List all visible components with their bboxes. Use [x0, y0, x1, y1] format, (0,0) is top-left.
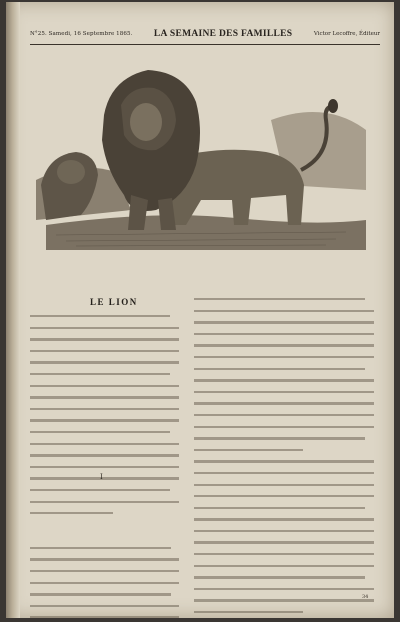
header-rule	[30, 44, 380, 45]
text-line	[30, 327, 180, 336]
left-column-text	[30, 312, 180, 618]
text-line	[30, 396, 180, 405]
text-line	[194, 588, 376, 597]
magazine-page	[6, 2, 394, 618]
text-line	[30, 338, 180, 347]
text-line	[30, 385, 180, 394]
text-line	[30, 454, 180, 463]
text-line	[30, 466, 180, 475]
text-line	[194, 321, 376, 330]
text-line	[194, 541, 376, 550]
text-line	[30, 570, 180, 579]
text-line	[194, 344, 376, 353]
text-line	[194, 553, 376, 562]
header-title: LA SEMAINE DES FAMILLES	[153, 29, 293, 39]
text-line	[194, 460, 376, 469]
text-line	[30, 616, 180, 618]
text-line	[194, 402, 376, 411]
header-issue-info: N°25. Samedi, 16 Septembre 1865.	[30, 31, 133, 37]
text-line	[194, 472, 376, 481]
lion-illustration	[36, 60, 366, 250]
text-line	[30, 512, 180, 521]
text-line	[30, 593, 180, 602]
text-line	[30, 408, 180, 417]
text-line	[194, 379, 376, 388]
text-line	[30, 547, 180, 556]
text-line	[194, 333, 376, 342]
text-line	[194, 611, 376, 618]
text-line	[30, 558, 180, 567]
text-line	[194, 484, 376, 493]
text-line	[30, 501, 180, 510]
text-line	[194, 414, 376, 423]
text-line	[194, 495, 376, 504]
page-header	[30, 26, 380, 42]
text-line	[30, 605, 180, 614]
article-heading: LE LION	[90, 297, 138, 307]
text-line	[30, 419, 180, 428]
text-line	[194, 426, 376, 435]
page-number: 34	[362, 594, 369, 600]
text-line	[30, 361, 180, 370]
section-number: I	[100, 473, 103, 481]
text-line	[194, 599, 376, 608]
text-line	[194, 437, 376, 446]
text-line	[194, 298, 376, 307]
text-line	[194, 449, 376, 458]
text-line	[194, 391, 376, 400]
text-line	[30, 535, 180, 544]
text-line	[30, 582, 180, 591]
text-line	[194, 530, 376, 539]
header-publisher: Victor Lecoffre, Éditeur	[313, 31, 380, 37]
text-line	[30, 350, 180, 359]
text-line	[30, 373, 180, 382]
text-line	[30, 489, 180, 498]
text-line	[194, 565, 376, 574]
text-line	[30, 431, 180, 440]
text-line	[194, 507, 376, 516]
text-line	[194, 368, 376, 377]
text-line	[30, 443, 180, 452]
text-line	[30, 524, 180, 533]
page-binding-shadow	[6, 2, 20, 618]
text-line	[194, 576, 376, 585]
text-line	[30, 477, 180, 486]
text-line	[30, 315, 180, 324]
text-line	[194, 356, 376, 365]
text-line	[194, 310, 376, 319]
right-column-text	[194, 295, 376, 618]
text-line	[194, 518, 376, 527]
